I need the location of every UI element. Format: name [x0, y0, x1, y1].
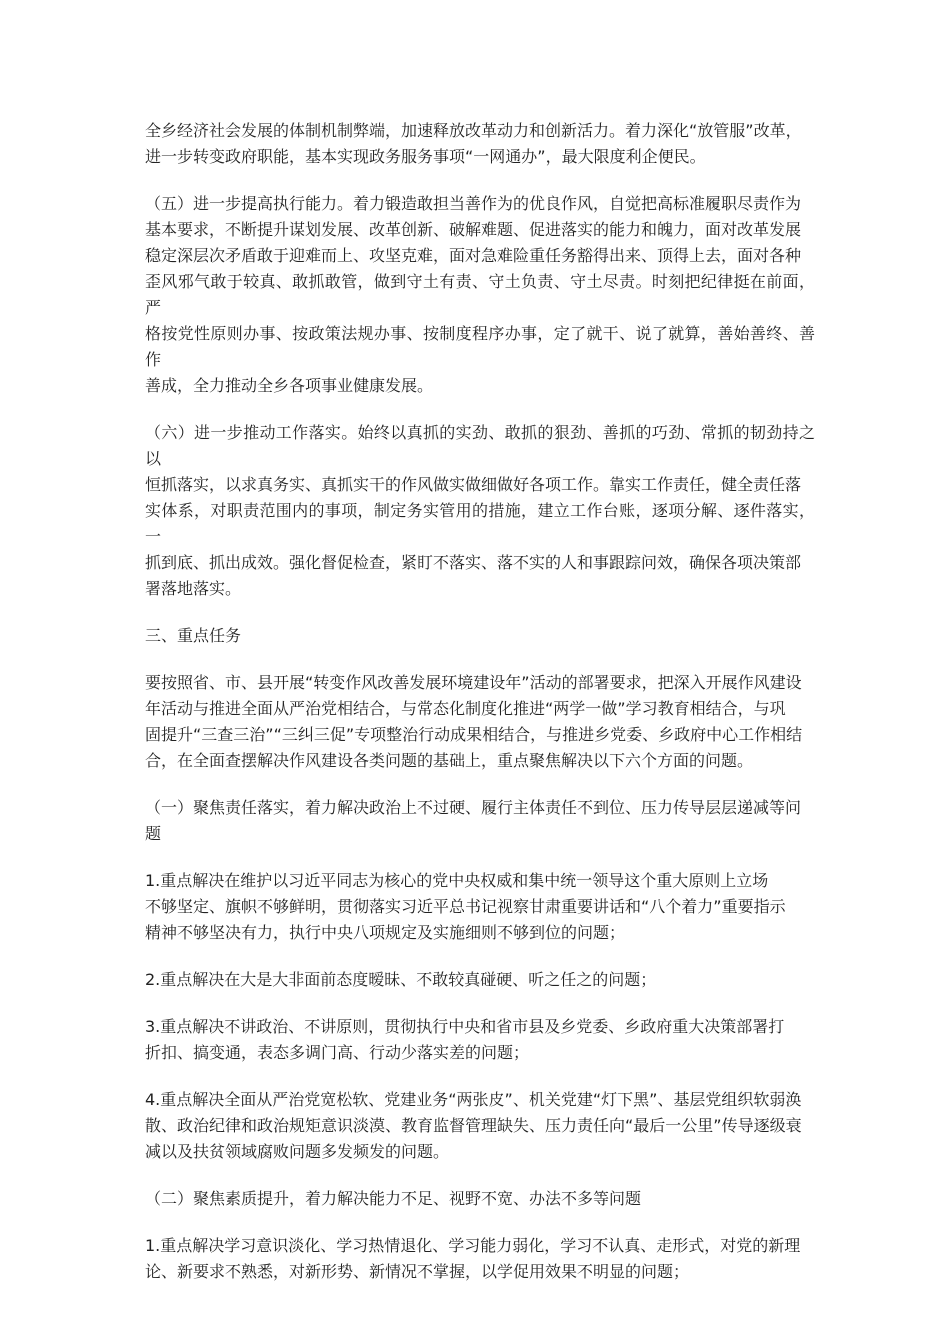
document-page	[145, 118, 815, 1306]
section-heading-key-tasks: 三、重点任务	[145, 626, 242, 645]
paragraph-work-implementation: （六）进一步推动工作落实。始终以真抓的实劲、敢抓的狠劲、善抓的巧劲、常抓的韧劲持之以 恒抓落实，以求真务实、真抓实干的作风做实做细做好各项工作。靠实工作责任，健全责任落 实体系，对职责范围内的事项，制定务实管用的措施，建立工作台账，逐项分解、逐件落实，一 抓到底、抓出成效。强化督促检查，紧盯不落实、落不实的人和事跟踪问效，确保各项决策部 署落地落实。	[145, 423, 815, 598]
list-item-3: 3.重点解决不讲政治、不讲原则，贯彻执行中央和省市县及乡党委、乡政府重大决策部署打 折扣、搞变通，表态多调门高、行动少落实差的问题；	[145, 1017, 785, 1062]
list-item-quality-1: 1.重点解决学习意识淡化、学习热情退化、学习能力弱化，学习不认真、走形式，对党的新理 论、新要求不熟悉，对新形势、新情况不掌握，以学促用效果不明显的问题；	[145, 1236, 801, 1281]
paragraph-execution-capability: （五）进一步提高执行能力。着力锻造敢担当善作为的优良作风，自觉把高标准履职尽责作为 基本要求，不断提升谋划发展、改革创新、破解难题、促进落实的能力和魄力，面对改革发展 稳定深层次矛盾敢于迎难而上、攻坚克难，面对急难险重任务豁得出来、顶得上去，面对各种 歪风邪气敢于较真、敢抓敢管，做到守土有责、守土负责、守土尽责。时刻把纪律挺在前面，严 格按党性原则办事、按政策法规办事、按制度程序办事，定了就干、说了就算，善始善终、善作 善成，全力推动全乡各项事业健康发展。	[145, 194, 815, 395]
list-item-1: 1.重点解决在维护以习近平同志为核心的党中央权威和集中统一领导这个重大原则上立场 不够坚定、旗帜不够鲜明，贯彻落实习近平总书记视察甘肃重要讲话和“八个着力”重要指示 精神不够坚决有力，执行中央八项规定及实施细则不够到位的问题；	[145, 871, 786, 942]
list-item-4: 4.重点解决全面从严治党宽松软、党建业务“两张皮”、机关党建“灯下黑”、基层党组织软弱涣 散、政治纪律和政治规矩意识淡漠、教育监督管理缺失、压力责任向“最后一公里”传导逐级衰 减以及扶贫领域腐败问题多发频发的问题。	[145, 1090, 802, 1161]
subheading-quality-improvement: （二）聚焦素质提升，着力解决能力不足、视野不宽、办法不多等问题	[145, 1189, 642, 1208]
paragraph-key-tasks-intro: 要按照省、市、县开展“转变作风改善发展环境建设年”活动的部署要求，把深入开展作风建设 年活动与推进全面从严治党相结合，与常态化制度化推进“两学一做”学习教育相结合，与巩 固提升“三查三治”“三纠三促”专项整治行动成果相结合，与推进乡党委、乡政府中心工作相结 合，在全面查摆解决作风建设各类问题的基础上，重点聚焦解决以下六个方面的问题。	[145, 673, 803, 770]
subheading-responsibility: （一）聚焦责任落实，着力解决政治上不过硬、履行主体责任不到位、压力传导层层递减等问 题	[145, 798, 802, 843]
paragraph-reform-continuation: 全乡经济社会发展的体制机制弊端，加速释放改革动力和创新活力。着力深化“放管服”改革， 进一步转变政府职能，基本实现政务服务事项“一网通办”，最大限度利企便民。	[145, 121, 802, 166]
list-item-2: 2.重点解决在大是大非面前态度暧昧、不敢较真碰硬、听之任之的问题；	[145, 970, 657, 989]
